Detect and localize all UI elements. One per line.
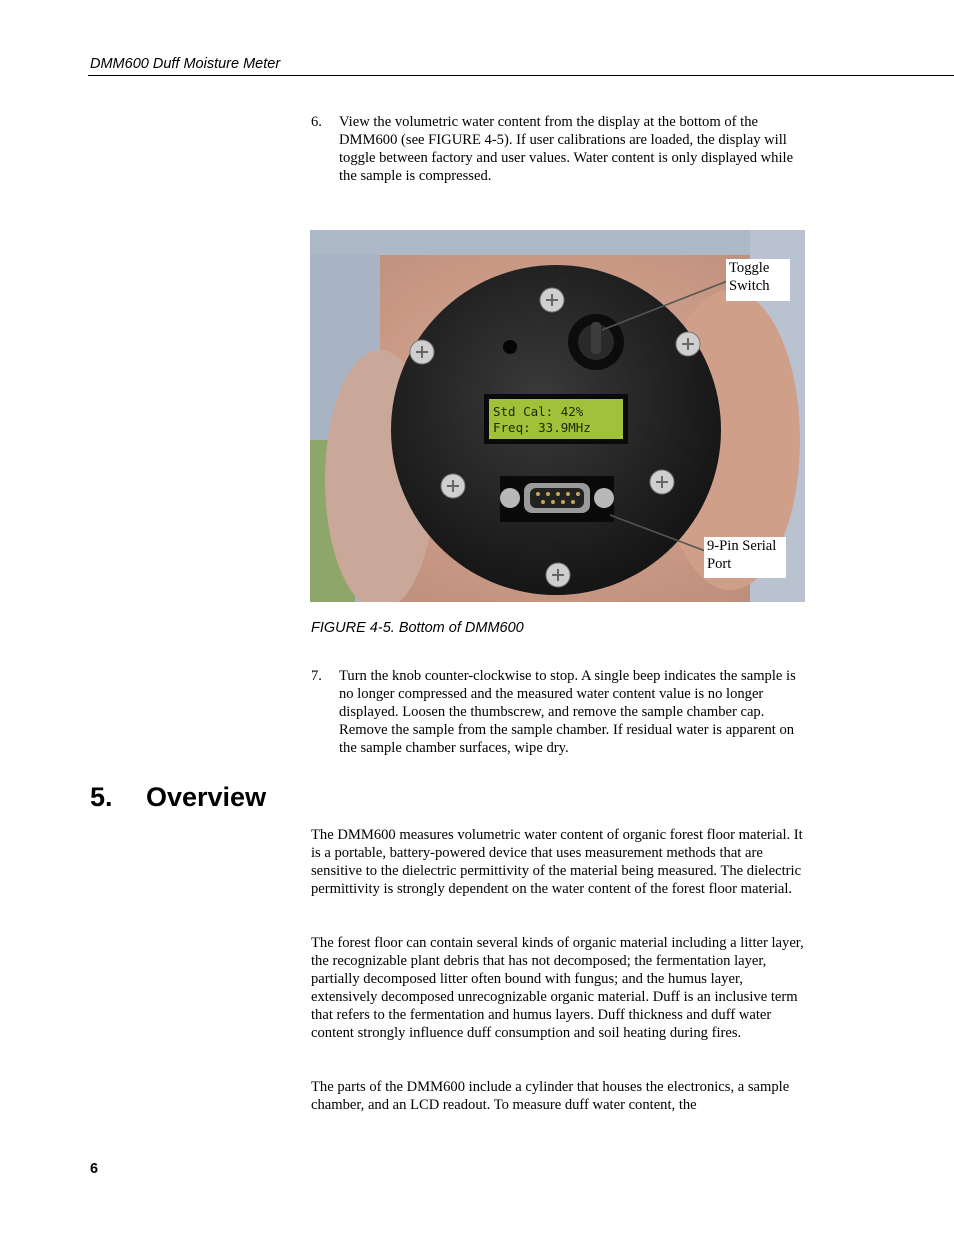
paragraph: The parts of the DMM600 include a cylinder that houses the electronics, a sample chamber, and an LCD readout. To measure duff water content, the	[311, 1079, 790, 1113]
running-header: DMM600 Duff Moisture Meter	[90, 56, 281, 72]
section-title: Overview	[146, 782, 267, 812]
figure-caption: FIGURE 4-5. Bottom of DMM600	[311, 620, 524, 636]
lcd-line-2: Freq: 33.9MHz	[493, 420, 591, 435]
step-number: 7.	[311, 668, 322, 684]
figure-photo-dmm600-bottom	[310, 230, 805, 602]
step-text: Turn the knob counter-clockwise to stop. A single beep indicates the sample is no longer compressed and the measured water content value is no longer displayed. Loosen the thumbscrew, and remove the sample chamber cap. Remove the sample from the sample chamber. If residual water is apparent on the sample chamber surfaces, wipe dry.	[339, 668, 796, 756]
section-heading	[90, 782, 266, 813]
callout-toggle-switch: Toggle Switch	[726, 259, 790, 301]
paragraph: The DMM600 measures volumetric water content of organic forest floor material. It is a portable, battery-powered device that uses measurement methods that are sensitive to the dielectric permittivity of the material being measured. The dielectric permittivity is strongly dependent on the water content of the forest floor material.	[311, 827, 803, 897]
step-number: 6.	[311, 114, 322, 130]
list-item-step-6	[311, 113, 811, 185]
paragraph: The forest floor can contain several kinds of organic material including a litter layer, the recognizable plant debris that has not decomposed; the fermentation layer, partially decomposed litter often bound with fungus; and the humus layer, extensively decomposed unrecognizable organic material. Duff is an inclusive term that refers to the fermentation and humus layers. Duff thickness and duff water content strongly influence duff consumption and soil heating during fires.	[311, 935, 804, 1041]
step-text: View the volumetric water content from the display at the bottom of the DMM600 (see FIGURE 4-5). If user calibrations are loaded, the display will toggle between factory and user values. Water content is only displayed while the sample is compressed.	[339, 114, 794, 184]
header-rule	[88, 75, 954, 76]
callout-serial-port: 9-Pin Serial Port	[704, 537, 786, 578]
section-number: 5.	[90, 782, 113, 812]
lcd-line-1: Std Cal: 42%	[493, 404, 584, 419]
page-number: 6	[90, 1161, 99, 1177]
list-item-step-7	[311, 667, 811, 757]
